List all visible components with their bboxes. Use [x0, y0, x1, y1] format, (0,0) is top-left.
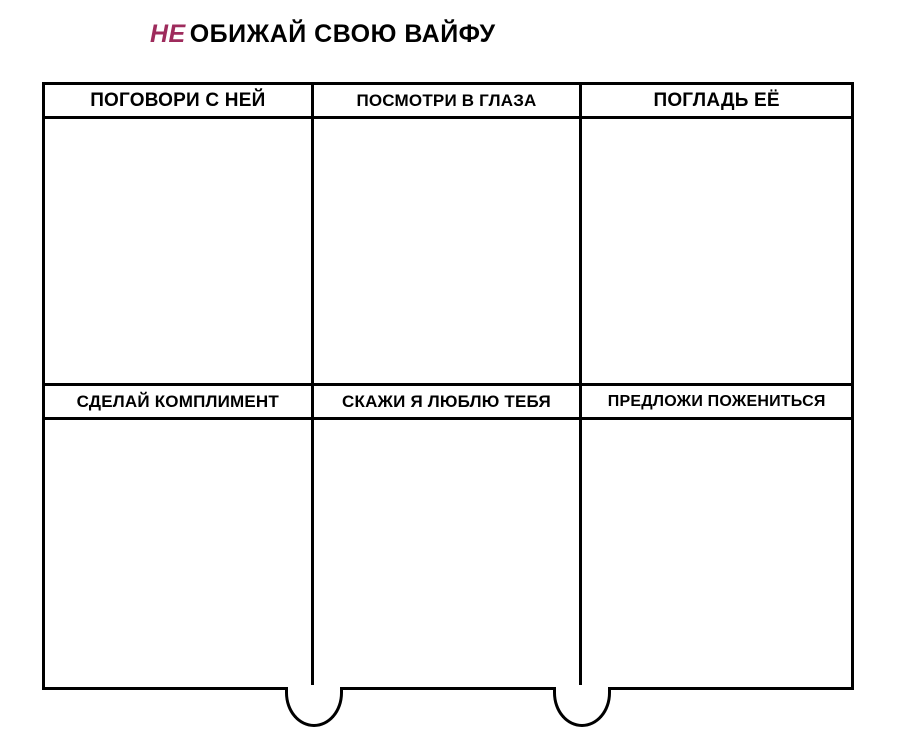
title-negation: НЕ — [150, 20, 186, 48]
panel-cell[interactable] — [314, 386, 583, 687]
panel-cell[interactable] — [582, 386, 851, 687]
panel-cell[interactable] — [314, 85, 583, 386]
bottom-tab-right — [553, 687, 611, 727]
page-title — [150, 22, 496, 47]
bottom-tab-left — [285, 687, 343, 727]
panel-label: ПОСМОТРИ В ГЛАЗА — [314, 85, 580, 119]
panel-label: СКАЖИ Я ЛЮБЛЮ ТЕБЯ — [314, 386, 580, 420]
panel-body[interactable] — [45, 420, 311, 687]
bottom-tab-right-seam — [557, 685, 607, 690]
panel-body[interactable] — [582, 119, 851, 383]
panel-label: ПРЕДЛОЖИ ПОЖЕНИТЬСЯ — [582, 386, 851, 420]
panel-body[interactable] — [314, 119, 580, 383]
panel-label: СДЕЛАЙ КОМПЛИМЕНТ — [45, 386, 311, 420]
panel-cell[interactable] — [582, 85, 851, 386]
panel-grid — [42, 82, 854, 690]
panel-body[interactable] — [314, 420, 580, 687]
panel-label: ПОГЛАДЬ ЕЁ — [582, 85, 851, 119]
title-rest: ОБИЖАЙ СВОЮ ВАЙФУ — [189, 20, 496, 48]
bottom-tab-left-seam — [289, 685, 339, 690]
panel-body[interactable] — [582, 420, 851, 687]
panel-body[interactable] — [45, 119, 311, 383]
panel-cell[interactable] — [45, 85, 314, 386]
panel-label: ПОГОВОРИ С НЕЙ — [45, 85, 311, 119]
panel-cell[interactable] — [45, 386, 314, 687]
